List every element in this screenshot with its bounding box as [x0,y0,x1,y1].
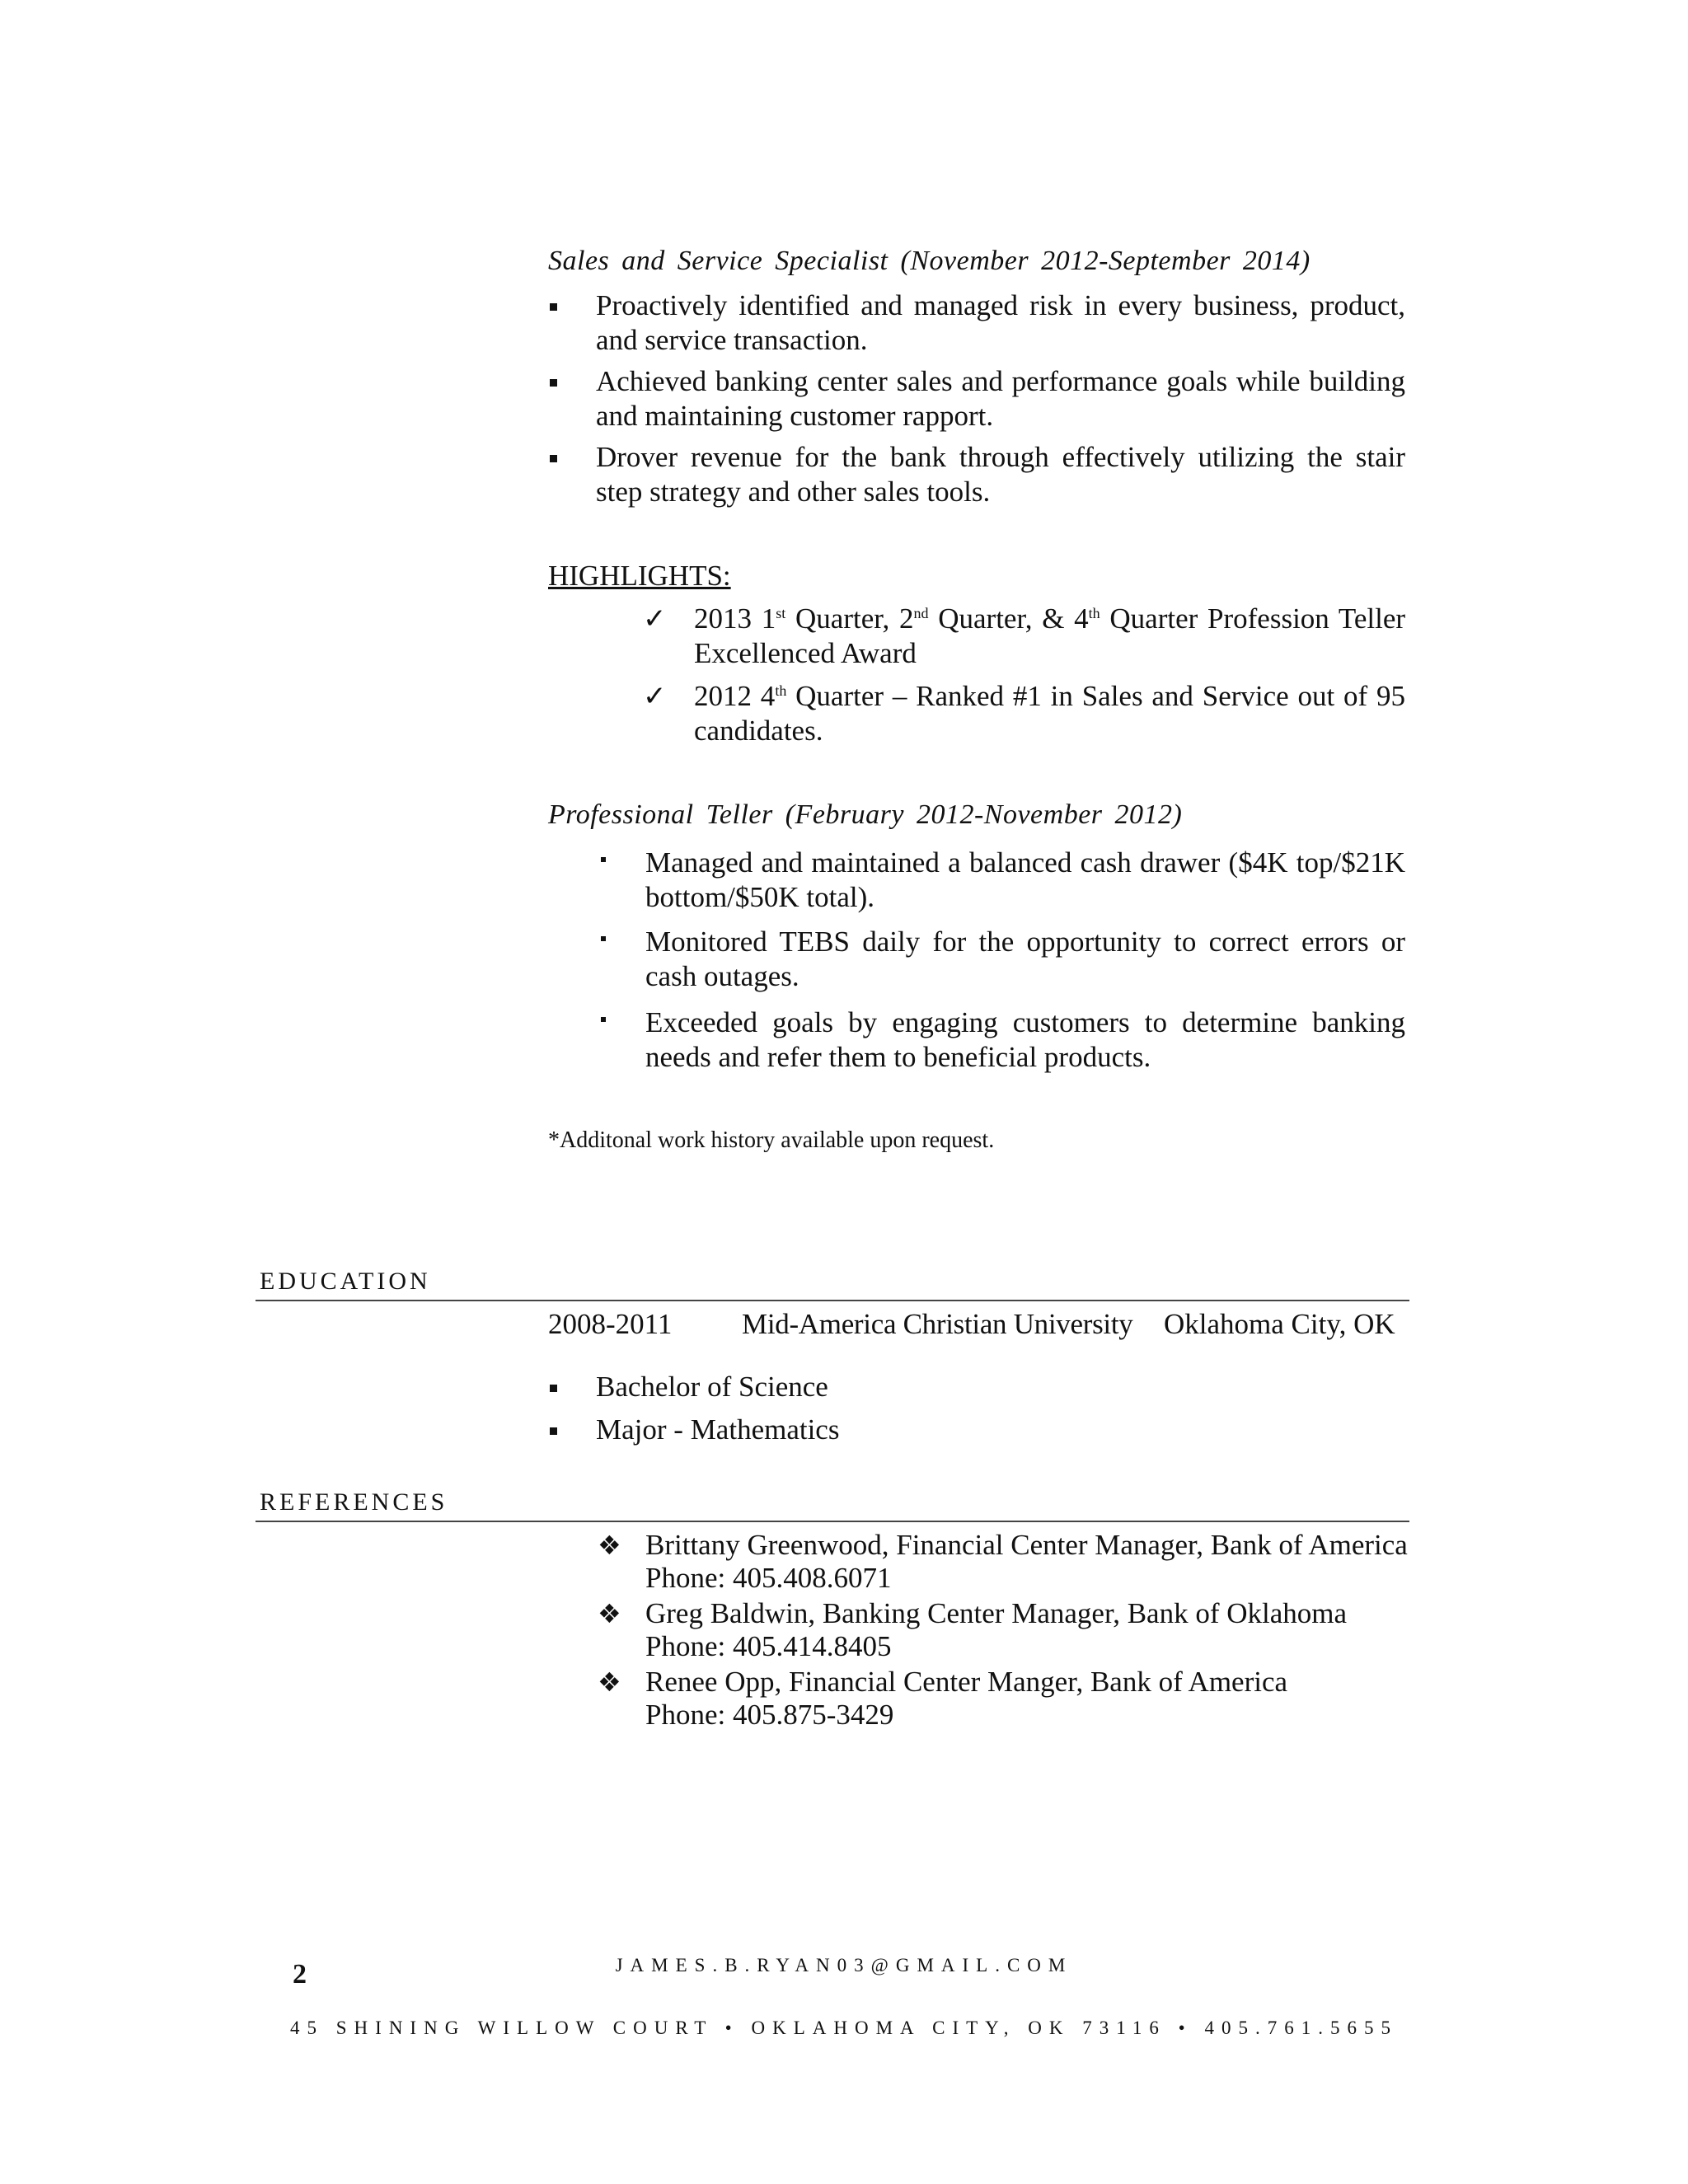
square-bullet-icon [550,1427,557,1435]
list-item [548,1370,1043,1407]
square-bullet-icon [550,379,557,387]
reference-phone: Phone: 405.875-3429 [645,1699,894,1731]
references-section-label: REFERENCES [260,1488,448,1516]
highlight-item [643,602,1405,676]
list-item-text: Proactively identified and managed risk in every business, product, and service transaction. [596,289,1405,356]
square-bullet-icon [601,857,606,862]
list-item [548,440,1405,514]
reference-phone: Phone: 405.408.6071 [645,1562,892,1594]
list-item [548,364,1405,438]
list-item [548,1413,1043,1450]
work-history-note: *Additonal work history available upon request. [548,1127,995,1153]
square-bullet-icon [550,303,557,311]
list-item [598,1005,1405,1080]
list-item [598,846,1405,920]
checkmark-icon: ✓ [643,602,667,635]
education-divider [256,1300,1409,1301]
reference-item [598,1528,1409,1597]
reference-item [598,1665,1409,1734]
highlight-text: 2013 1st Quarter, 2nd Quarter, & 4th Quarter Profession Teller Excellenced Award [694,602,1406,669]
page-number: 2 [293,1959,307,1990]
education-school: Mid-America Christian University [742,1308,1133,1340]
education-years: 2008-2011 [548,1308,673,1340]
footer-email: JAMES.B.RYAN03@GMAIL.COM [615,1955,1073,1975]
list-item-text: Exceeded goals by engaging customers to determine banking needs and refer them to beneficial products. [645,1006,1405,1073]
diamond-bullet-icon: ❖ [598,1666,621,1698]
highlights-heading: HIGHLIGHTS: [548,560,731,592]
education-location: Oklahoma City, OK [1164,1308,1395,1340]
footer-address: 45 SHINING WILLOW COURT • OKLAHOMA CITY, OK 73116 • 405.761.5655 [290,2018,1398,2038]
square-bullet-icon [550,1385,557,1392]
square-bullet-icon [550,455,557,462]
list-item [548,288,1405,363]
reference-item [598,1596,1409,1666]
job-title-professional-teller: Professional Teller (February 2012-November 2012) [548,799,1183,830]
list-item-text: Achieved banking center sales and performance goals while building and maintaining customer rapport. [596,365,1405,432]
job-title-sales-specialist: Sales and Service Specialist (November 2012-September 2014) [548,246,1311,276]
diamond-bullet-icon: ❖ [598,1530,621,1561]
list-item-text: Major - Mathematics [596,1413,840,1446]
reference-name: Brittany Greenwood, Financial Center Manager, Bank of America [645,1529,1408,1561]
reference-name: Renee Opp, Financial Center Manger, Bank of America [645,1666,1288,1698]
diamond-bullet-icon: ❖ [598,1598,621,1629]
list-item-text: Drover revenue for the bank through effectively utilizing the stair step strategy and other sales tools. [596,441,1405,508]
list-item-text: Monitored TEBS daily for the opportunity to correct errors or cash outages. [645,926,1405,992]
list-item-text: Managed and maintained a balanced cash drawer ($4K top/$21K bottom/$50K total). [645,846,1405,913]
list-item [598,925,1405,999]
highlight-text: 2012 4th Quarter – Ranked #1 in Sales and Service out of 95 candidates. [694,680,1405,747]
highlight-item [643,679,1405,753]
reference-phone: Phone: 405.414.8405 [645,1630,892,1662]
checkmark-icon: ✓ [643,680,667,713]
references-divider [256,1521,1409,1522]
list-item-text: Bachelor of Science [596,1371,828,1403]
reference-name: Greg Baldwin, Banking Center Manager, Bank of Oklahoma [645,1597,1348,1629]
education-section-label: EDUCATION [260,1268,431,1295]
square-bullet-icon [601,1017,606,1022]
square-bullet-icon [601,936,606,941]
